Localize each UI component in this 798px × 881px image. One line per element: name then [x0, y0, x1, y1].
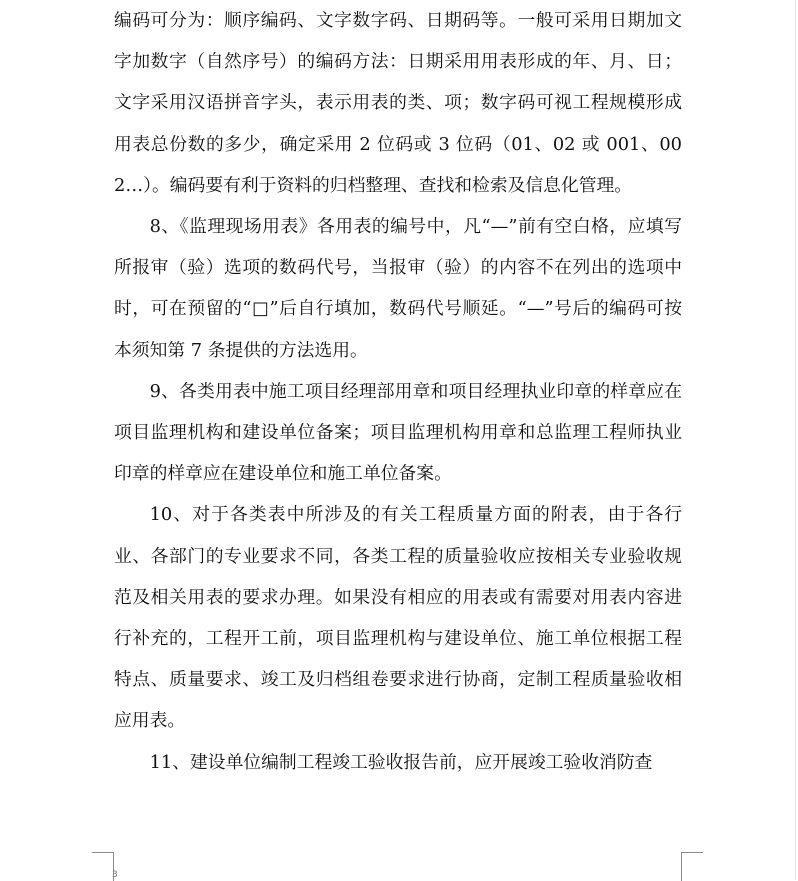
right-margin-crop-mark [681, 852, 703, 881]
left-margin-crop-mark [92, 852, 114, 881]
paragraph-item-8: 8、《监理现场用表》各用表的编号中，凡“—”前有空白格，应填写所报审（验）选项的数码代号，当报审（验）的内容不在列出的选项中时，可在预留的“□”后自行填加，数码代号顺延。“—”号后的编码可按本须知第 7 条提供的方法选用。 [114, 216, 682, 361]
paragraph-item-11: 11、建设单位编制工程竣工验收报告前，应开展竣工验收消防查 [149, 751, 653, 773]
document-body [114, 0, 682, 783]
paragraph-item-10: 10、对于各类表中所涉及的有关工程质量方面的附表，由于各行业、各部门的专业要求不同，各类工程的质量验收应按相关专业验收规范及相关用表的要求办理。如果没有相应的用表或有需要对用表内容进行补充的，工程开工前，项目监理机构与建设单位、施工单位根据工程特点、质量要求、竣工及归档组卷要求进行协商，定制工程质量验收相应用表。 [114, 504, 682, 732]
paragraph-coding-methods: 编码可分为：顺序编码、文字数字码、日期码等。一般可采用日期加文字加数字（自然序号）的编码方法：日期采用用表形成的年、月、日；文字采用汉语拼音字头，表示用表的类、项；数字码可视工程规模形成用表总份数的多少，确定采用 2 位码或 3 位码（01、02 或 001、002…）。编码要有利于资料的归档整理、查找和检索及信息化管理。 [114, 10, 682, 196]
page-number: 3 [112, 870, 118, 880]
paragraph-item-9: 9、各类用表中施工项目经理部用章和项目经理执业印章的样章应在项目监理机构和建设单位备案；项目监理机构用章和总监理工程师执业印章的样章应在建设单位和施工单位备案。 [114, 380, 682, 485]
